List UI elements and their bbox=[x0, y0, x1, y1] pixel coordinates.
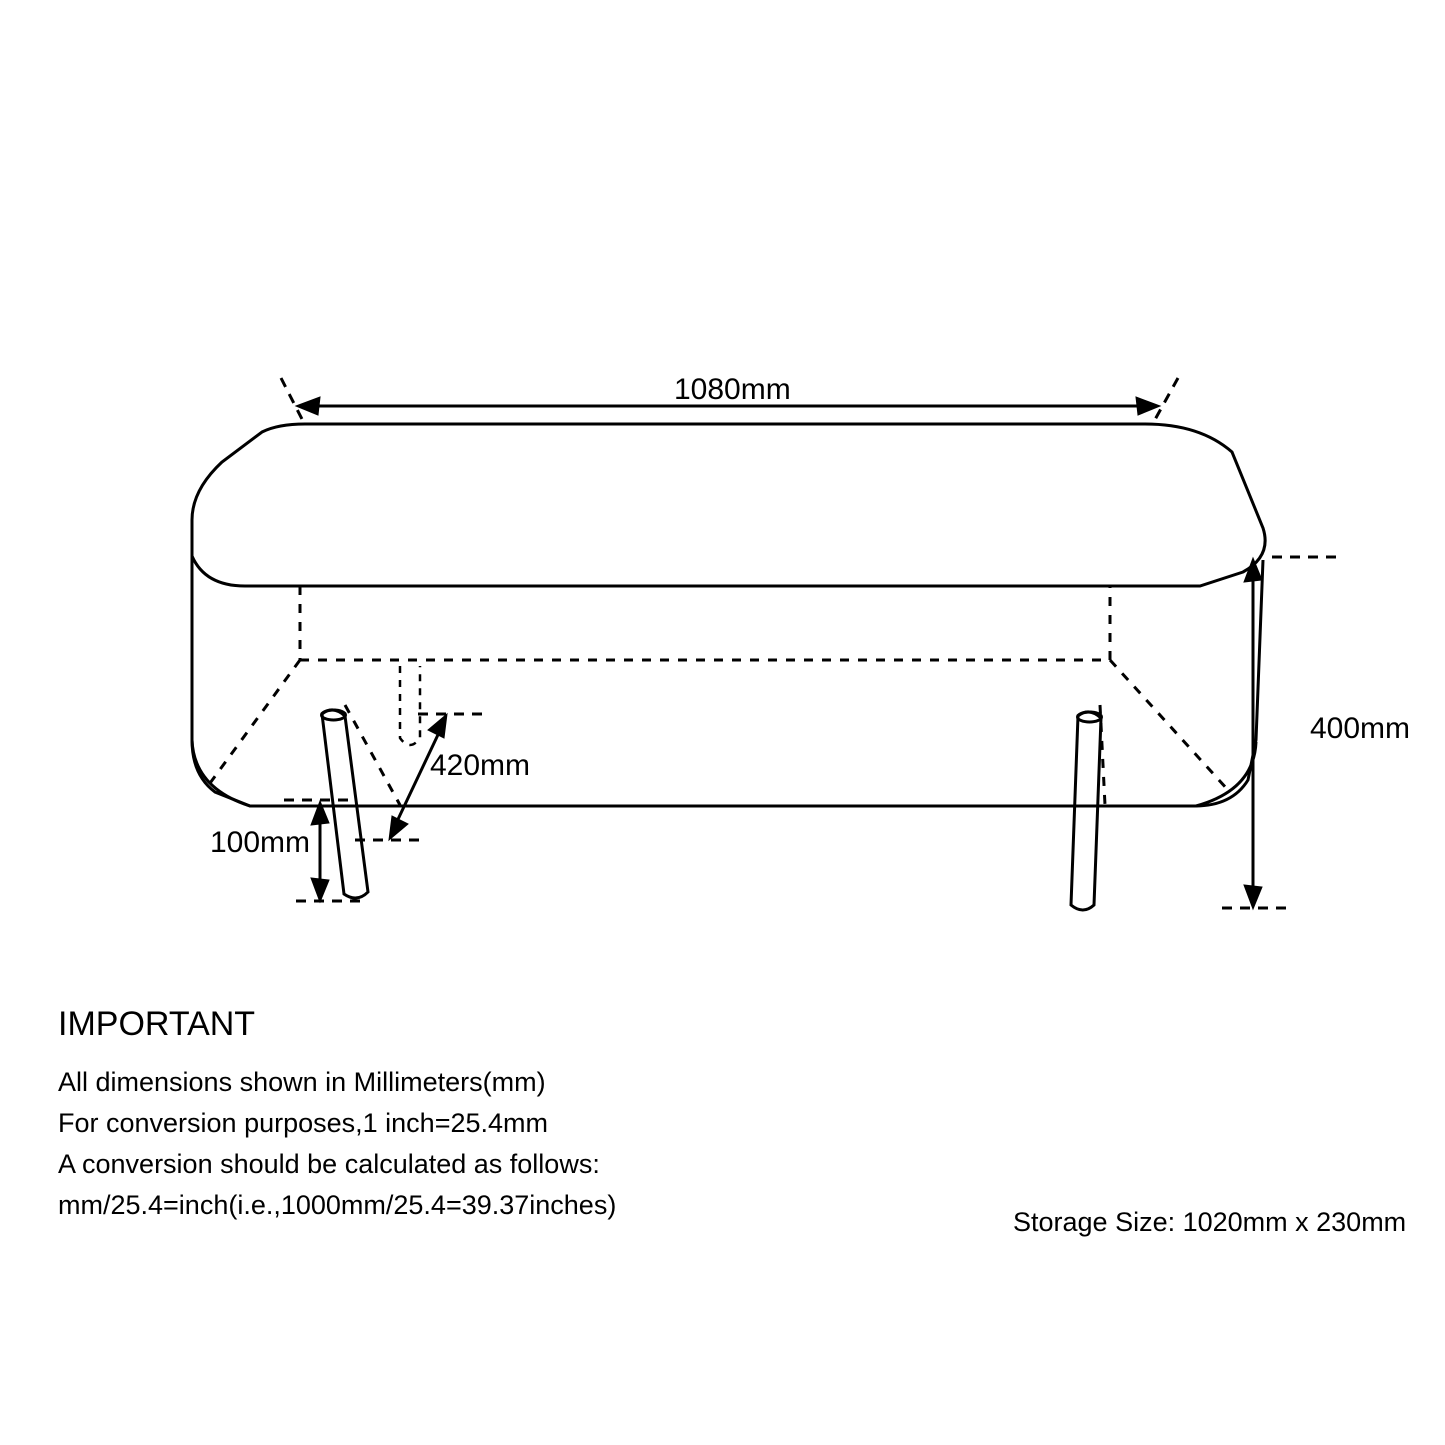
arrow-top-420 bbox=[428, 714, 447, 738]
ext-line-right-1080 bbox=[1152, 378, 1178, 425]
notes-line-1: All dimensions shown in Millimeters(mm) bbox=[58, 1067, 546, 1097]
notes-title: IMPORTANT bbox=[58, 1005, 256, 1043]
notes-line-2: For conversion purposes,1 inch=25.4mm bbox=[58, 1108, 548, 1138]
seat-top-face bbox=[192, 424, 1265, 586]
dimension-label-leg-height: 100mm bbox=[210, 826, 311, 859]
hidden-diagonal-left bbox=[205, 660, 300, 790]
arrow-bottom-420 bbox=[389, 816, 408, 840]
arrow-bottom-400 bbox=[1244, 885, 1262, 909]
leg-socket-outline bbox=[400, 666, 420, 745]
dimension-label-depth: 420mm bbox=[430, 749, 531, 782]
bench-legs bbox=[322, 710, 1102, 910]
dimension-label-height: 400mm bbox=[1310, 712, 1411, 745]
leg-left bbox=[322, 710, 368, 898]
hidden-diagonal-right bbox=[1110, 660, 1228, 790]
bench-bottom-right-edge bbox=[1196, 742, 1256, 806]
dimension-label-width: 1080mm bbox=[674, 373, 791, 406]
bench-outline bbox=[192, 424, 1265, 806]
notes-line-3: A conversion should be calculated as follows: bbox=[58, 1149, 600, 1179]
important-notes bbox=[58, 1000, 818, 1226]
bench-bottom-left-edge bbox=[192, 740, 250, 806]
arrow-bottom-100 bbox=[311, 878, 329, 902]
leg-right bbox=[1071, 712, 1101, 910]
notes-line-4: mm/25.4=inch(i.e.,1000mm/25.4=39.37inches) bbox=[58, 1190, 617, 1220]
leg-socket-marks bbox=[400, 666, 420, 745]
storage-size-note: Storage Size: 1020mm x 230mm bbox=[1013, 1207, 1407, 1237]
arrow-right-1080 bbox=[1136, 397, 1160, 415]
ext-line-left-1080 bbox=[281, 378, 305, 425]
